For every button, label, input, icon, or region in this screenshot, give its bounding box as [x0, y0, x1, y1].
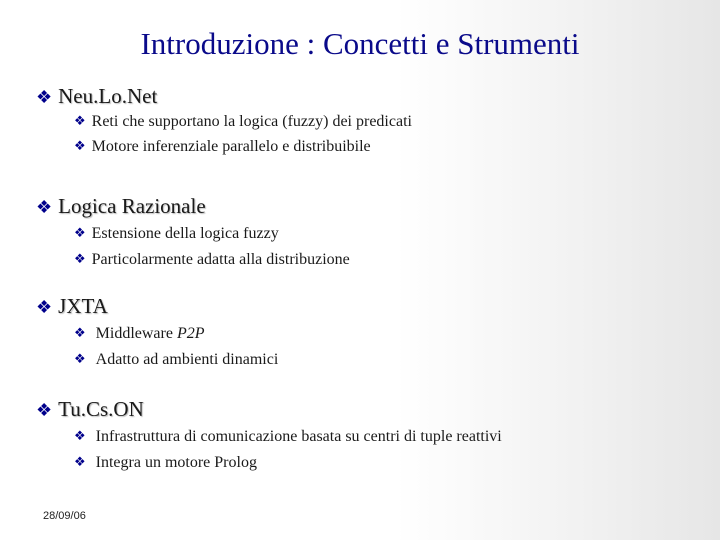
list-item: [74, 351, 278, 369]
list-item-label: Motore inferenziale parallelo e distribuibile: [91, 138, 371, 155]
diamond-bullet-icon: ❖: [74, 428, 86, 444]
list-item-label: Adatto ad ambienti dinamici: [95, 351, 279, 368]
section-heading-logica-razionale: [36, 194, 206, 219]
section-heading-label: Logica Razionale: [58, 194, 206, 218]
list-item: [74, 138, 371, 156]
section-heading-jxta: [36, 294, 108, 319]
diamond-bullet-icon: ❖: [74, 351, 86, 367]
diamond-bullet-icon: ❖: [36, 296, 53, 317]
section-heading-label: Neu.Lo.Net: [58, 84, 158, 108]
list-item: [74, 325, 205, 343]
diamond-bullet-icon: ❖: [74, 138, 86, 154]
list-item-label: Particolarmente adatta alla distribuzione: [91, 251, 350, 268]
list-item: [74, 428, 502, 446]
diamond-bullet-icon: ❖: [74, 251, 86, 267]
diamond-bullet-icon: ❖: [74, 113, 86, 129]
list-item: [74, 454, 257, 472]
diamond-bullet-icon: ❖: [36, 196, 53, 217]
section-heading-label: Tu.Cs.ON: [58, 397, 144, 421]
list-item: [74, 113, 412, 131]
diamond-bullet-icon: ❖: [74, 225, 86, 241]
section-heading-neulonet: [36, 84, 157, 109]
section-heading-label: JXTA: [58, 294, 108, 318]
list-item-label: Reti che supportano la logica (fuzzy) dei predicati: [91, 113, 412, 130]
footer-date: 28/09/06: [43, 510, 86, 522]
diamond-bullet-icon: ❖: [36, 399, 53, 420]
list-item-label: Estensione della logica fuzzy: [91, 225, 279, 242]
list-item: [74, 251, 350, 269]
list-item-label: Middleware: [95, 325, 173, 342]
slide-title: Introduzione : Concetti e Strumenti: [140, 26, 580, 61]
list-item-label: Integra un motore Prolog: [95, 454, 257, 471]
list-item-label: Infrastruttura di comunicazione basata su centri di tuple reattivi: [95, 428, 502, 445]
diamond-bullet-icon: ❖: [74, 454, 86, 470]
section-heading-tucson: [36, 397, 144, 422]
diamond-bullet-icon: ❖: [36, 86, 53, 107]
list-item-italic-label: P2P: [176, 325, 205, 342]
diamond-bullet-icon: ❖: [74, 325, 86, 341]
list-item: [74, 225, 279, 243]
